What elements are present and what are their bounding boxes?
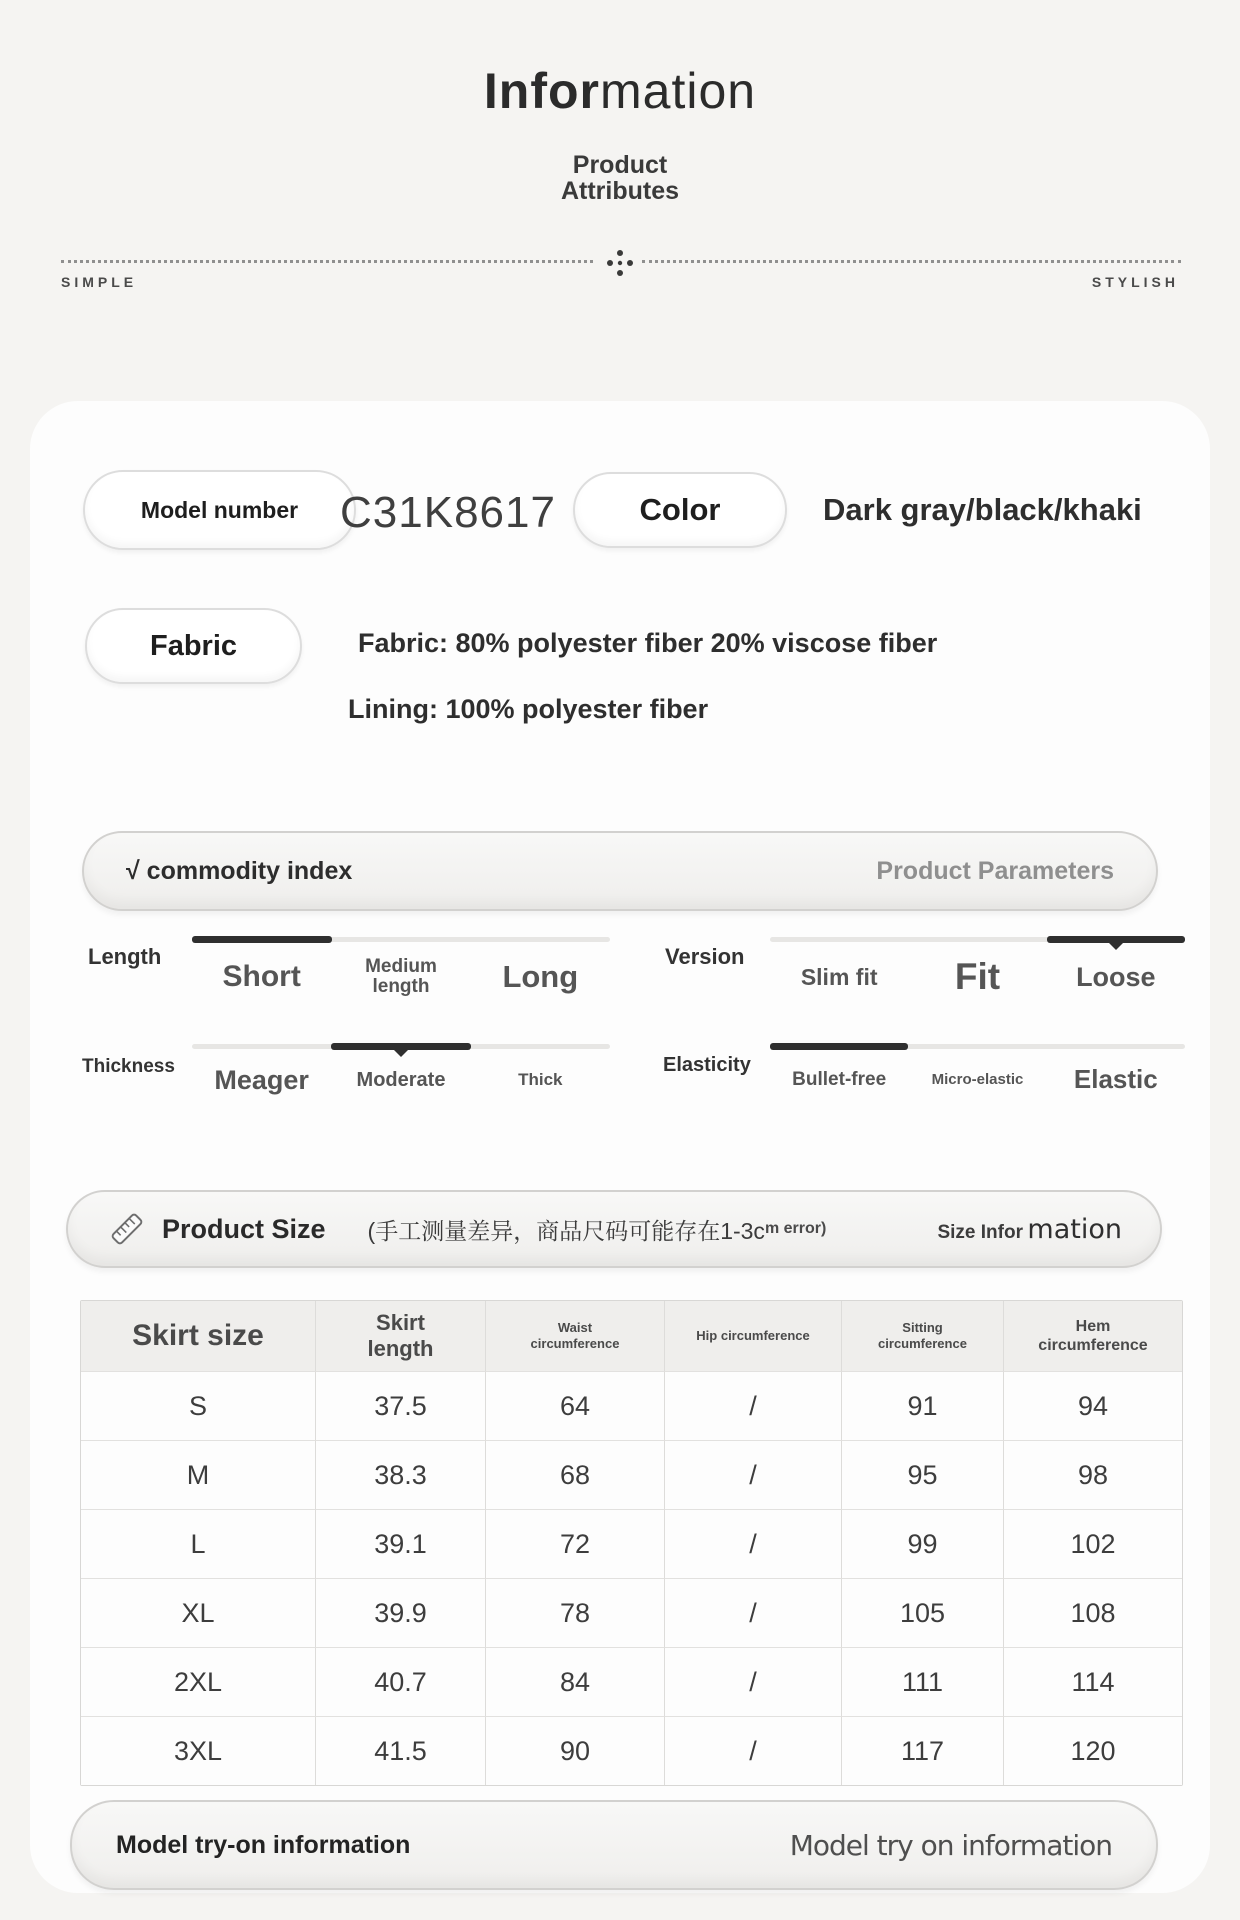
table-cell: XL	[81, 1579, 316, 1648]
param-selected-segment	[770, 1043, 908, 1050]
table-cell: 90	[486, 1717, 665, 1785]
param-options-thickness	[192, 1054, 610, 1106]
table-row	[81, 1441, 1182, 1510]
param-track-length	[192, 937, 610, 942]
page-title	[0, 62, 1240, 120]
param-track-elasticity	[770, 1044, 1185, 1049]
subtitle-line-1: Product	[572, 151, 668, 179]
product-parameters-label: Product Parameters	[876, 856, 1114, 885]
param-options-elasticity	[770, 1054, 1185, 1106]
table-cell: S	[81, 1372, 316, 1441]
title-bold-part: Infor	[483, 63, 600, 119]
ruler-icon	[106, 1208, 148, 1250]
table-cell: 41.5	[316, 1717, 486, 1785]
param-option: Fit	[954, 955, 1001, 997]
table-cell: 39.9	[316, 1579, 486, 1648]
table-cell: /	[665, 1372, 842, 1441]
param-label-thickness: Thickness	[82, 1056, 175, 1077]
table-cell: /	[665, 1717, 842, 1785]
param-option: Loose	[1076, 961, 1156, 992]
table-cell: 102	[1004, 1510, 1182, 1579]
param-label-version: Version	[665, 944, 745, 969]
fabric-value: Fabric: 80% polyester fiber 20% viscose fiber	[358, 628, 938, 658]
table-cell: 111	[842, 1648, 1004, 1717]
model-number-value: C31K8617	[340, 488, 556, 537]
column-header: Skirt size	[81, 1301, 316, 1372]
table-header-row	[81, 1301, 1182, 1372]
table-cell: 37.5	[316, 1372, 486, 1441]
param-options-length	[192, 948, 610, 1006]
title-light-part: mation	[600, 63, 757, 119]
simple-tag: SIMPLE	[61, 274, 138, 290]
table-cell: /	[665, 1441, 842, 1510]
param-selected-segment	[192, 936, 332, 943]
table-cell: 91	[842, 1372, 1004, 1441]
model-tryon-label: Model try-on information	[116, 1830, 411, 1859]
color-value: Dark gray/black/khaki	[823, 492, 1142, 527]
table-cell: M	[81, 1441, 316, 1510]
model-tryon-bar	[70, 1800, 1158, 1890]
table-row	[81, 1648, 1182, 1717]
table-cell: 120	[1004, 1717, 1182, 1785]
param-option: Medium length	[365, 956, 437, 997]
divider-line-left	[61, 260, 593, 263]
table-cell: 39.1	[316, 1510, 486, 1579]
table-cell: 84	[486, 1648, 665, 1717]
param-option: Micro-elastic	[931, 1071, 1024, 1089]
param-option: Thick	[518, 1070, 563, 1090]
table-cell: 98	[1004, 1441, 1182, 1510]
size-table	[80, 1300, 1183, 1786]
size-information-label: Size Infor mation	[937, 1213, 1122, 1245]
table-cell: 94	[1004, 1372, 1182, 1441]
stylish-tag: STYLISH	[1091, 274, 1179, 290]
page-subtitle	[0, 152, 1240, 204]
column-header: Waist circumference	[486, 1301, 665, 1372]
param-label-length: Length	[88, 944, 162, 969]
table-cell: 117	[842, 1717, 1004, 1785]
table-cell: 108	[1004, 1579, 1182, 1648]
commodity-index-label: √ commodity index	[126, 856, 353, 885]
table-cell: 99	[842, 1510, 1004, 1579]
param-option: Slim fit	[800, 963, 878, 990]
param-option: Elastic	[1073, 1064, 1158, 1095]
param-options-version	[770, 948, 1185, 1006]
table-cell: 68	[486, 1441, 665, 1510]
table-cell: 38.3	[316, 1441, 486, 1510]
table-cell: 2XL	[81, 1648, 316, 1717]
size-note: (手工测量差异，商品尺码可能存在$1-3c^{m error)}$	[367, 1217, 827, 1244]
table-cell: L	[81, 1510, 316, 1579]
table-cell: 95	[842, 1441, 1004, 1510]
table-cell: 64	[486, 1372, 665, 1441]
param-option: Bullet-free	[792, 1069, 887, 1091]
color-pill: Color	[573, 472, 787, 548]
product-size-bar	[66, 1190, 1162, 1268]
table-cell: 114	[1004, 1648, 1182, 1717]
param-option: Long	[502, 958, 579, 994]
table-cell: /	[665, 1648, 842, 1717]
param-option: Meager	[214, 1064, 309, 1095]
param-track-thickness	[192, 1044, 610, 1049]
divider-line-right	[642, 260, 1181, 263]
table-cell: 78	[486, 1579, 665, 1648]
product-size-lead	[106, 1208, 826, 1250]
column-header: Sitting circumference	[842, 1301, 1004, 1372]
fabric-pill: Fabric	[85, 608, 302, 684]
table-cell: 3XL	[81, 1717, 316, 1785]
table-row	[81, 1510, 1182, 1579]
table-cell: /	[665, 1579, 842, 1648]
param-selected-segment	[1047, 936, 1185, 943]
table-cell: /	[665, 1510, 842, 1579]
param-track-version	[770, 937, 1185, 942]
param-selected-segment	[331, 1043, 471, 1050]
column-header: Hem circumference	[1004, 1301, 1182, 1372]
param-option: Short	[222, 960, 301, 994]
column-header: Skirt length	[316, 1301, 486, 1372]
lining-value: Lining: 100% polyester fiber	[348, 694, 709, 724]
size-note-overlay: m error)	[764, 1219, 827, 1237]
commodity-index-bar	[82, 831, 1158, 911]
table-row	[81, 1579, 1182, 1648]
model-number-pill: Model number	[83, 470, 356, 550]
table-row	[81, 1717, 1182, 1785]
column-header: Hip circumference	[665, 1301, 842, 1372]
product-size-title: Product Size	[162, 1213, 326, 1244]
subtitle-line-2: Attributes	[560, 177, 680, 205]
table-cell: 40.7	[316, 1648, 486, 1717]
param-option: Moderate	[356, 1068, 446, 1091]
table-cell: 72	[486, 1510, 665, 1579]
compass-dots-icon	[604, 247, 636, 279]
table-cell: 105	[842, 1579, 1004, 1648]
param-label-elasticity: Elasticity	[663, 1054, 751, 1076]
table-row	[81, 1372, 1182, 1441]
model-tryon-label-alt: Model try on information	[789, 1828, 1112, 1862]
